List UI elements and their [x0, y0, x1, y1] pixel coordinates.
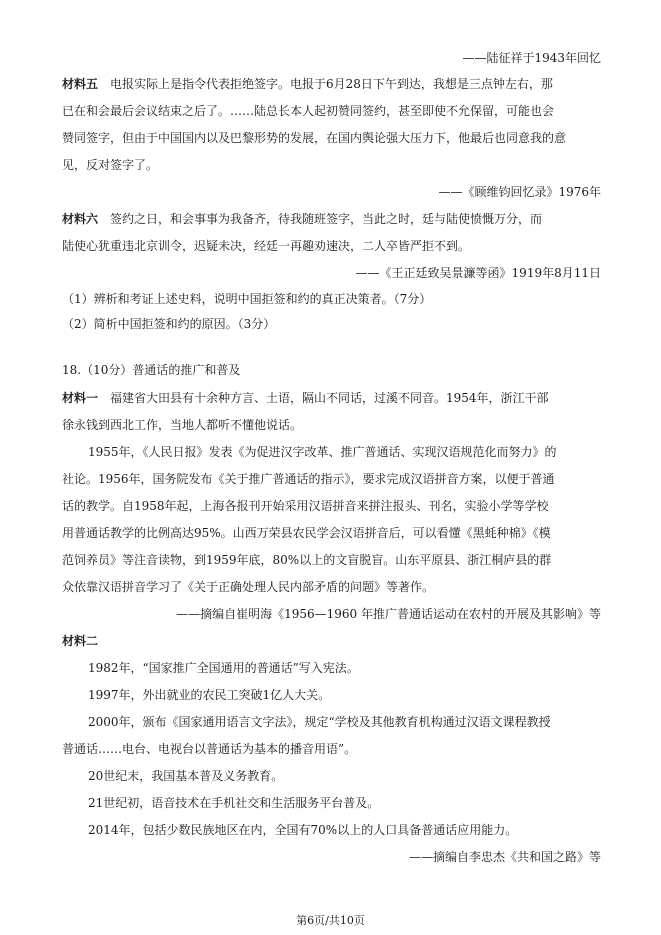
q18-material2-item-2: 1997年，外出就业的农民工突破1亿人大关。: [88, 688, 331, 702]
q18-material2-label: 材料二: [62, 634, 99, 648]
material5-label: 材料五: [62, 77, 99, 91]
q18-material1-para2-line-6: 众依靠汉语拼音学习了《关于正确处理人民内部矛盾的问题》等著作。: [62, 580, 435, 594]
material6-source: ——《王正廷致吴景濂等函》1919年8月11日: [355, 266, 601, 280]
source-line-lu: ——陆征祥于1943年回忆: [462, 51, 601, 65]
material6-line-2: 陆使心犹重违北京训令，迟疑未决，经廷一再趣劝速决，二人卒皆严拒不到。: [62, 239, 471, 253]
material5-line-1: 材料五 电报实际上是指令代表拒绝签字。电报于6月28日下午到达，我想是三点钟左右，那: [62, 77, 553, 91]
q18-material1-para2-line-2: 社论。1956年，国务院发布《关于推广普通话的指示》，要求完成汉语拼音方案，以便于普通: [62, 472, 555, 486]
q18-material2-source: ——摘编自李忠杰《共和国之路》等: [408, 850, 601, 864]
q18-material2-item-4: 20世纪末，我国基本普及义务教育。: [88, 769, 284, 783]
material5-line-4: 见，反对签字了。: [62, 158, 159, 172]
q17-part2: （2）简析中国拒签和约的原因。（3分）: [62, 317, 276, 331]
q18-material2-item-1: 1982年，“国家推广全国通用的普通话”写入宪法。: [88, 661, 359, 675]
material6-line-1: 材料六 签约之日，和会事事为我备齐，待我随班签字，当此之时，廷与陆使愤慨万分，而: [62, 212, 543, 226]
q18-material1-para2-line-4: 用普通话教学的比例高达95%。山西万荣县农民学会汉语拼音后，可以看懂《黑蚝种棉》《模: [62, 526, 551, 540]
q17-part1: （1）辨析和考证上述史料，说明中国拒签和约的真正决策者。（7分）: [62, 292, 432, 306]
q18-material1-para2-line-5: 范饲养员》等注音读物，到1959年底，80%以上的文盲脱盲。山东平原县、浙江桐庐县的群: [62, 553, 552, 567]
material5-source: ——《顾维钧回忆录》1976年: [438, 185, 601, 199]
q18-material1-source: ——摘编自崔明海《1956—1960 年推广普通话运动在农村的开展及其影响》等: [176, 607, 601, 621]
material6-label: 材料六: [62, 212, 99, 226]
q18-material1-para2-line-3: 话的教学。自1958年起，上海各报刊开始采用汉语拼音来拼注报头、刊名，实验小学等学校: [62, 499, 549, 513]
q18-material1-para2-line-1: 1955年，《人民日报》发表《为促进汉字改革、推广普通话、实现汉语规范化而努力》的: [88, 445, 557, 459]
q18-material1-label: 材料一: [62, 391, 99, 405]
material5-line-2: 已在和会最后会议结束之后了。……陆总长本人起初赞同签约，甚至即使不允保留，可能也会: [62, 104, 555, 118]
material5-line-3: 赞同签字，但由于中国国内以及巴黎形势的发展，在国内舆论强大压力下，他最后也同意我的意: [62, 131, 567, 145]
q18-title: 18.（10分）普通话的推广和普及: [62, 363, 241, 377]
q18-material1-line-2: 徐永钱到西北工作，当地人都听不懂他说话。: [62, 418, 303, 432]
q18-material2-item-3: 2000年，颁布《国家通用语言文字法》，规定“学校及其他教育机构通过汉语文课程教授: [88, 715, 551, 729]
q18-material1-line-1: 材料一 福建省大田县有十余种方言、土语，隔山不同话，过溪不同音。1954年，浙江干部: [62, 391, 549, 405]
q18-material2-item-3-cont: 普通话……电台、电视台以普通话为基本的播音用语”。: [62, 742, 357, 756]
q18-material2-item-6: 2014年，包括少数民族地区在内，全国有70%以上的人口具备普通话应用能力。: [88, 823, 518, 837]
q18-material2-item-5: 21世纪初，语音技术在手机社交和生活服务平台普及。: [88, 796, 380, 810]
page-footer: 第6页/共10页: [296, 914, 365, 927]
